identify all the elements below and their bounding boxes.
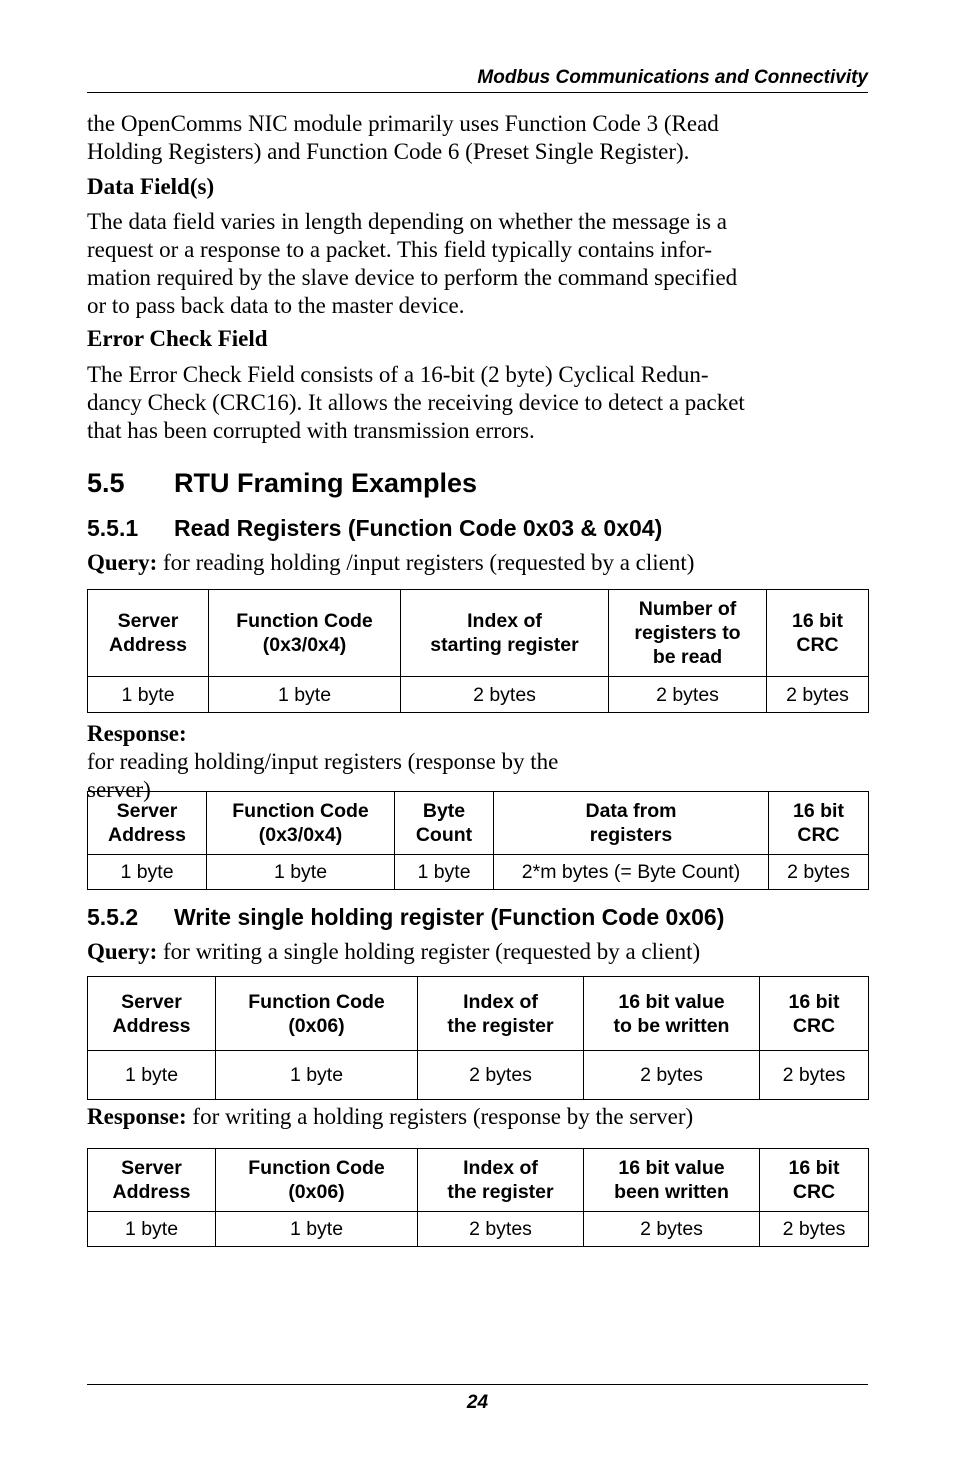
text-line: that has been corrupted with transmission errors. xyxy=(87,418,535,443)
header-cell: Index of the register xyxy=(418,977,584,1051)
running-header: Modbus Communications and Connectivity xyxy=(477,67,868,88)
table-header-row xyxy=(88,590,869,677)
header-cell: Data from registers xyxy=(494,792,769,855)
header-cell: Server Address xyxy=(88,792,207,855)
table-header-row xyxy=(88,977,869,1051)
table-cell: 1 byte xyxy=(88,1051,216,1100)
header-cell: 16 bit CRC xyxy=(767,590,869,677)
table-cell: 2 bytes xyxy=(760,1212,869,1247)
header-cell: Server Address xyxy=(88,977,216,1051)
caption-label: Response: xyxy=(87,721,187,746)
table-cell: 1 byte xyxy=(216,1051,418,1100)
table-cell: 1 byte xyxy=(209,677,401,713)
intro-paragraph xyxy=(87,110,868,166)
text-line: The data field varies in length depending on whether the message is a xyxy=(87,209,727,234)
text-line: dancy Check (CRC16). It allows the receiving device to detect a packet xyxy=(87,390,745,415)
section-title: Read Registers (Function Code 0x03 & 0x04) xyxy=(174,515,663,541)
table-cell: 2 bytes xyxy=(767,677,869,713)
table-row xyxy=(88,1212,869,1247)
header-cell: 16 bit CRC xyxy=(760,1149,869,1212)
table-cell: 2 bytes xyxy=(401,677,609,713)
data-field-heading: Data Field(s) xyxy=(87,174,215,199)
caption-label: Query: xyxy=(87,939,158,964)
table-row xyxy=(88,677,869,713)
caption-label: Response: xyxy=(87,1104,187,1129)
table-cell: 2 bytes xyxy=(769,855,869,890)
text-line: Holding Registers) and Function Code 6 (Preset Single Register). xyxy=(87,139,690,164)
caption-text: for reading holding /input registers (requested by a client) xyxy=(157,550,695,575)
table-header-row xyxy=(88,1149,869,1212)
section-title: RTU Framing Examples xyxy=(174,468,478,498)
section-heading-5-5-2 xyxy=(87,903,868,931)
read-query-table xyxy=(87,589,869,713)
table-cell: 2*m bytes (= Byte Count) xyxy=(494,855,769,890)
error-check-paragraph xyxy=(87,361,868,445)
header-cell: Function Code (0x3/0x4) xyxy=(207,792,395,855)
caption-text: server) xyxy=(87,777,151,802)
response-caption-write xyxy=(87,1103,868,1131)
table-cell: 2 bytes xyxy=(760,1051,869,1100)
section-heading-5-5-1 xyxy=(87,514,868,542)
write-response-table xyxy=(87,1148,869,1247)
caption-text: for reading holding/input registers (response by the xyxy=(87,749,559,774)
table-cell: 1 byte xyxy=(207,855,395,890)
section-number: 5.5.1 xyxy=(87,515,139,541)
text-line: request or a response to a packet. This field typically contains infor- xyxy=(87,237,713,262)
header-cell: Index of starting register xyxy=(401,590,609,677)
text-line: mation required by the slave device to perform the command specified xyxy=(87,265,738,290)
data-field-paragraph xyxy=(87,208,868,320)
table-cell: 2 bytes xyxy=(418,1051,584,1100)
table-cell: 1 byte xyxy=(88,855,207,890)
header-cell: 16 bit CRC xyxy=(760,977,869,1051)
error-check-heading: Error Check Field xyxy=(87,326,268,351)
table-cell: 1 byte xyxy=(216,1212,418,1247)
text-line: The Error Check Field consists of a 16-bit (2 byte) Cyclical Redun- xyxy=(87,362,709,387)
caption-label: Query: xyxy=(87,550,158,575)
header-cell: Server Address xyxy=(88,590,209,677)
header-rule xyxy=(87,92,868,93)
read-response-table xyxy=(87,791,869,890)
table-row xyxy=(88,855,869,890)
table-row xyxy=(88,1051,869,1100)
table-header-row xyxy=(88,792,869,855)
header-cell: 16 bit value been written xyxy=(584,1149,760,1212)
header-cell: Function Code (0x3/0x4) xyxy=(209,590,401,677)
table-cell: 1 byte xyxy=(395,855,494,890)
table-cell: 2 bytes xyxy=(418,1212,584,1247)
write-query-table xyxy=(87,976,869,1100)
table-cell: 2 bytes xyxy=(584,1051,760,1100)
text-line: or to pass back data to the master device. xyxy=(87,293,465,318)
table-cell: 2 bytes xyxy=(584,1212,760,1247)
caption-text: for writing a holding registers (response by the server) xyxy=(186,1104,694,1129)
header-cell: 16 bit CRC xyxy=(769,792,869,855)
section-heading-5-5 xyxy=(87,467,868,499)
header-cell: Byte Count xyxy=(395,792,494,855)
table-cell: 1 byte xyxy=(88,677,209,713)
text-line: the OpenComms NIC module primarily uses Function Code 3 (Read xyxy=(87,111,719,136)
query-caption-read xyxy=(87,549,868,577)
caption-text: for writing a single holding register (requested by a client) xyxy=(157,939,701,964)
header-cell: Function Code (0x06) xyxy=(216,977,418,1051)
header-cell: Function Code (0x06) xyxy=(216,1149,418,1212)
header-cell: Server Address xyxy=(88,1149,216,1212)
section-number: 5.5 xyxy=(87,468,125,498)
header-cell: 16 bit value to be written xyxy=(584,977,760,1051)
query-caption-write xyxy=(87,938,868,966)
header-cell: Number of registers to be read xyxy=(609,590,767,677)
table-cell: 1 byte xyxy=(88,1212,216,1247)
footer-rule xyxy=(87,1384,868,1385)
section-title: Write single holding register (Function Code 0x06) xyxy=(174,904,725,930)
page-number: 24 xyxy=(466,1392,489,1413)
header-cell: Index of the register xyxy=(418,1149,584,1212)
section-number: 5.5.2 xyxy=(87,904,139,930)
table-cell: 2 bytes xyxy=(609,677,767,713)
